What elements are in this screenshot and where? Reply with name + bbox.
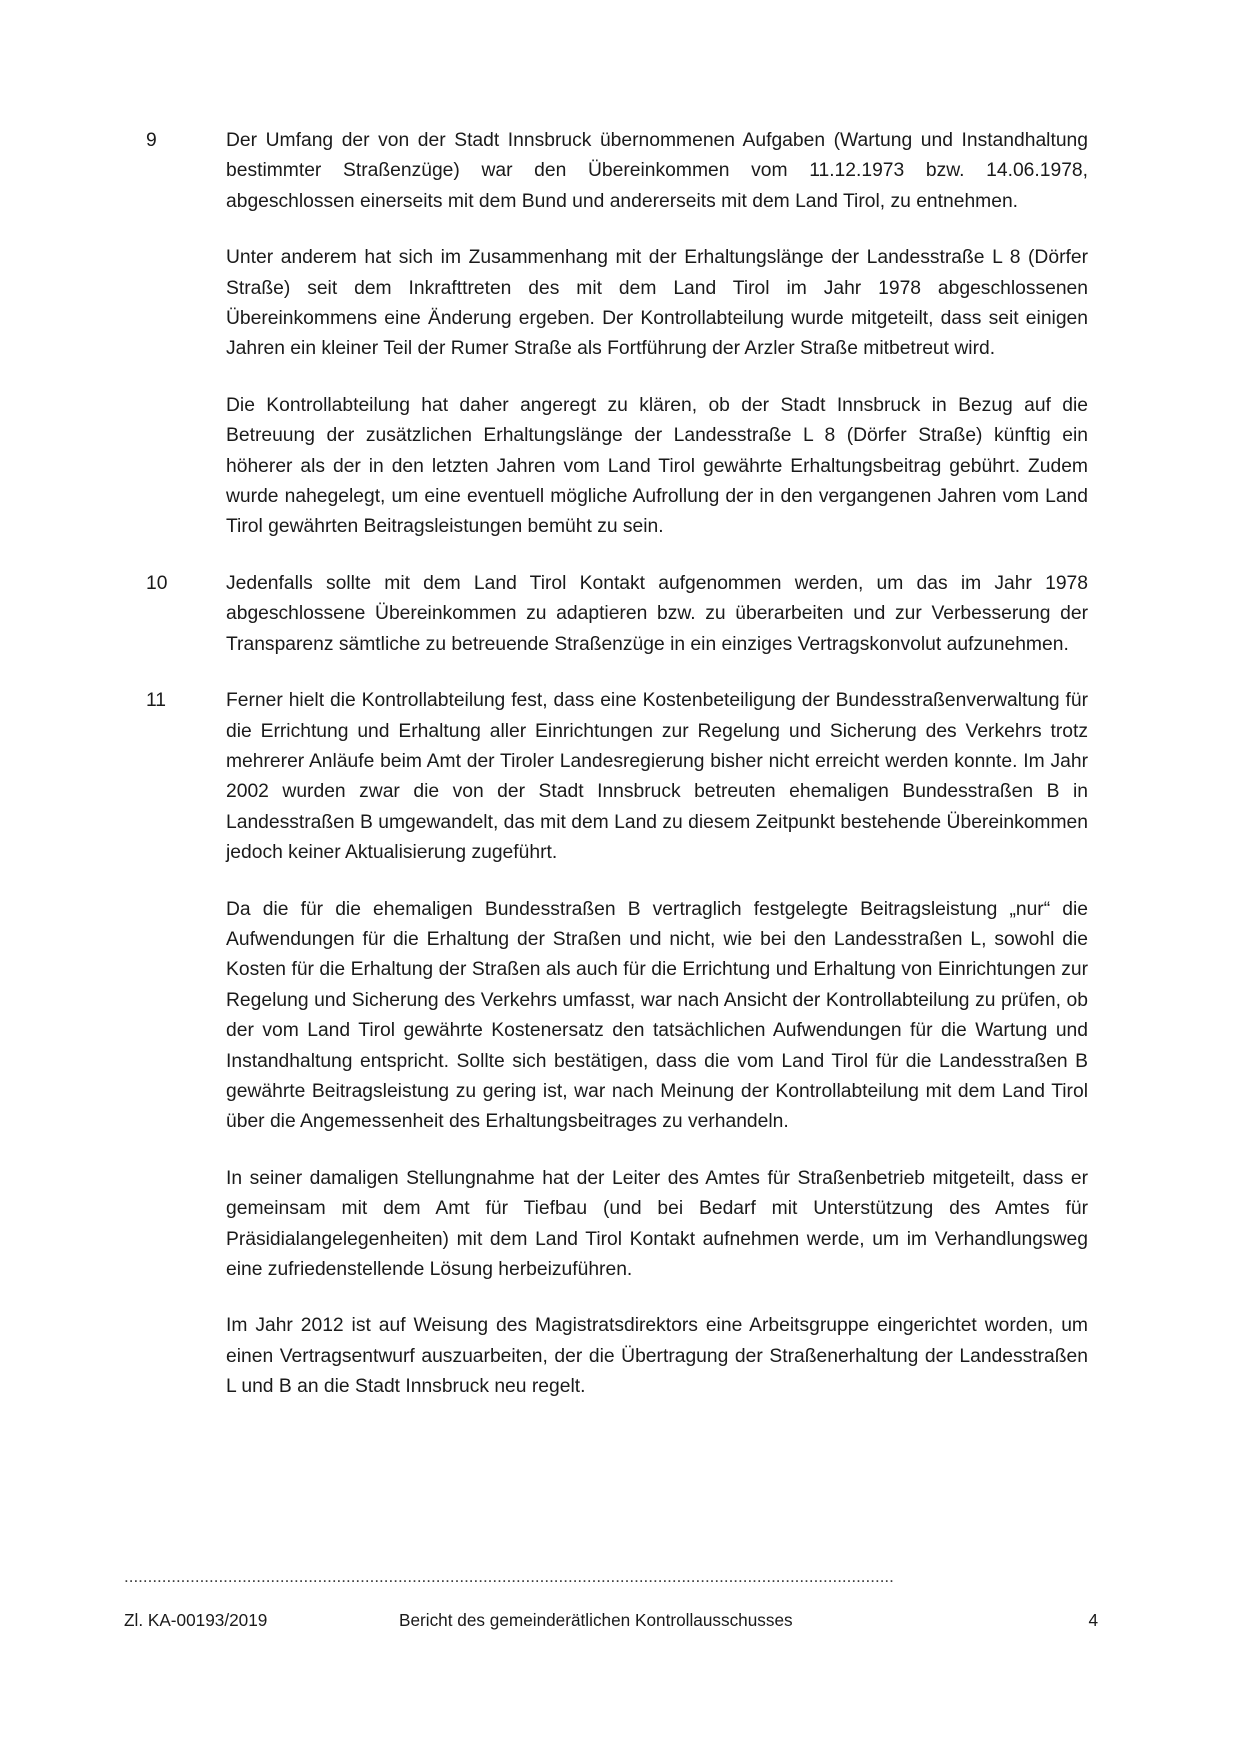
section-spacer [138, 543, 1088, 569]
section-number: 10 [146, 572, 168, 594]
section-text [226, 126, 1088, 543]
paragraph: Im Jahr 2012 ist auf Weisung des Magistratsdirektors eine Arbeitsgruppe eingerichtet worden, um einen Vertragsentwurf auszuarbeiten, der die Übertragung der Straßenerhaltung der Landesstraßen L und B an die Stadt Innsbruck neu regelt. [226, 1315, 1088, 1398]
footer-row [124, 1610, 1098, 1631]
paragraph: In seiner damaligen Stellungnahme hat der Leiter des Amtes für Straßenbetrieb mitgeteilt, dass er gemeinsam mit dem Amt für Tiefbau (und bei Bedarf mit Unterstützung des Amtes für Präsidialangelegenheiten) mit dem Land Tirol Kontakt aufnehmen werde, um im Verhandlungsweg eine zufriedenstellende Lösung herbeizuführen. [226, 1167, 1088, 1280]
paragraph: Der Umfang der von der Stadt Innsbruck übernommenen Aufgaben (Wartung und Instandhaltung bestimmter Straßenzüge) war den Übereinkommen vom 11.12.1973 bzw. 14.06.1978, abgeschlossen einerseits mit dem Bund und andererseits mit dem Land Tirol, zu entnehmen. [226, 130, 1088, 212]
footer-separator: ................................................................................................................................................................... [124, 1567, 894, 1586]
section-number: 11 [146, 690, 167, 712]
document-body [138, 126, 1088, 1403]
paragraph: Die Kontrollabteilung hat daher angeregt zu klären, ob der Stadt Innsbruck in Bezug auf die Betreuung der zusätzlichen Erhaltungslänge der Landesstraße L 8 (Dörfer Straße) künftig ein höherer als der in den letzten Jahren vom Land Tirol gewährte Erhaltungsbeitrag gebührt. Zudem wurde nahegelegt, um eine eventuell mögliche Aufrollung der in den vergangenen Jahren vom Land Tirol gewährten Beitragsleistungen bemüht zu sein. [226, 394, 1088, 538]
numbered-section [138, 569, 1088, 660]
section-text [226, 569, 1088, 660]
footer-page-number: 4 [1088, 1610, 1098, 1630]
paragraph: Unter anderem hat sich im Zusammenhang mit der Erhaltungslänge der Landesstraße L 8 (Dörfer Straße) seit dem Inkrafttreten des mit dem Land Tirol im Jahr 1978 abgeschlossenen Übereinkommens eine Änderung ergeben. Der Kontrollabteilung wurde mitgeteilt, dass seit einigen Jahren ein kleiner Teil der Rumer Straße als Fortführung der Arzler Straße mitbetreut wird. [226, 247, 1088, 360]
paragraph: Jedenfalls sollte mit dem Land Tirol Kontakt aufgenommen werden, um das im Jahr 1978 abgeschlossene Übereinkommen zu adaptieren bzw. zu überarbeiten und zur Verbesserung der Transparenz sämtliche zu betreuende Straßenzüge in ein einziges Vertragskonvolut aufzunehmen. [226, 572, 1088, 655]
section-number: 9 [146, 130, 157, 151]
page-footer [124, 1566, 1098, 1631]
paragraph: Da die für die ehemaligen Bundesstraßen B vertraglich festgelegte Beitragsleistung „nur“ die Aufwendungen für die Erhaltung der Straßen und nicht, wie bei den Landesstraßen L, sowohl die Kosten für die Erhaltung der Straßen als auch für die Errichtung und Erhaltung von Einrichtungen zur Regelung und Sicherung des Verkehrs umfasst, war nach Ansicht der Kontrollabteilung zu prüfen, ob der vom Land Tirol gewährte Kostenersatz den tatsächlichen Aufwendungen für die Wartung und Instandhaltung entspricht. Sollte sich bestätigen, dass die vom Land Tirol für die Landesstraßen B gewährte Beitragsleistung zu gering ist, war nach Meinung der Kontrollabteilung mit dem Land Tirol über die Angemessenheit des Erhaltungsbeitrages zu verhandeln. [226, 898, 1088, 1133]
numbered-section [138, 686, 1088, 1403]
section-spacer [138, 660, 1088, 686]
paragraph: Ferner hielt die Kontrollabteilung fest, dass eine Kostenbeteiligung der Bundesstraßenverwaltung für die Errichtung und Erhaltung aller Einrichtungen zur Regelung und Sicherung des Verkehrs trotz mehrerer Anläufe beim Amt der Tiroler Landesregierung bisher nicht erreicht werden konnte. Im Jahr 2002 wurden zwar die von der Stadt Innsbruck betreuten ehemaligen Bundesstraßen B in Landesstraßen B umgewandelt, das mit dem Land zu diesem Zeitpunkt bestehende Übereinkommen jedoch keiner Aktualisierung zugeführt. [226, 690, 1088, 864]
numbered-section [138, 126, 1088, 543]
footer-reference: Zl. KA-00193/2019 [124, 1610, 268, 1630]
section-text [226, 686, 1088, 1403]
footer-title: Bericht des gemeinderätlichen Kontrollausschusses [399, 1610, 793, 1630]
